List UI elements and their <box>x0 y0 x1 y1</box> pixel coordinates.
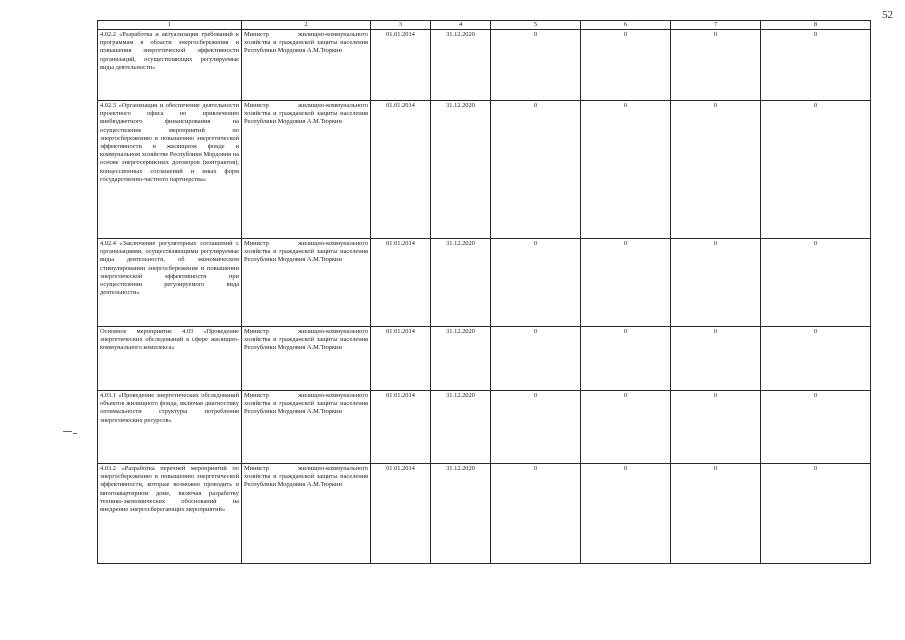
value-cell: 0 <box>491 30 581 101</box>
value-cell: 0 <box>581 464 671 564</box>
value-cell: 0 <box>581 327 671 391</box>
header-cell: 4 <box>431 21 491 30</box>
event-name-cell: 4.02.3 «Организация и обеспечение деятельности проектного офиса по привлечению внебюджетного финансирования на осуществление мероприятий по энергосбережению и повышению энергетической эффективности в жилищном фонде и коммунальном хозяйстве Республики Мордовия на основе энергосервисных договоров (контрактов), концессионных соглашений и иных форм государственно-частного партнерства» <box>98 101 242 239</box>
value-cell: 0 <box>761 391 871 464</box>
header-cell: 2 <box>242 21 371 30</box>
end-date-cell: 31.12.2020 <box>431 101 491 239</box>
value-cell: 0 <box>491 391 581 464</box>
end-date-cell: 31.12.2020 <box>431 391 491 464</box>
header-cell: 3 <box>371 21 431 30</box>
responsible-cell: Министр жилищно-коммунального хозяйства и гражданской защиты населения Республики Мордовия А.М.Тюркин <box>242 239 371 327</box>
header-cell: 6 <box>581 21 671 30</box>
scan-mark <box>73 433 77 434</box>
scan-mark <box>63 431 72 432</box>
event-name-cell: 4.02.2 «Разработка и актуализация требований к программам в области энергосбережения и повышения энергетической эффективности организаций, осуществляющих регулируемые виды деятельности» <box>98 30 242 101</box>
start-date-cell: 01.01.2014 <box>371 30 431 101</box>
event-name-cell: Основное мероприятие 4.03 «Проведение энергетических обследований в сфере жилищно-коммунального комплекса» <box>98 327 242 391</box>
header-cell: 5 <box>491 21 581 30</box>
value-cell: 0 <box>761 464 871 564</box>
end-date-cell: 31.12.2020 <box>431 30 491 101</box>
table-row <box>98 327 871 391</box>
value-cell: 0 <box>761 327 871 391</box>
value-cell: 0 <box>491 464 581 564</box>
value-cell: 0 <box>761 239 871 327</box>
table-row <box>98 391 871 464</box>
value-cell: 0 <box>581 239 671 327</box>
responsible-cell: Министр жилищно-коммунального хозяйства и гражданской защиты населения Республики Мордовия А.М.Тюркин <box>242 464 371 564</box>
value-cell: 0 <box>671 464 761 564</box>
responsible-cell: Министр жилищно-коммунального хозяйства и гражданской защиты населения Республики Мордовия А.М.Тюркин <box>242 391 371 464</box>
responsible-cell: Министр жилищно-коммунального хозяйства и гражданской защиты населения Республики Мордовия А.М.Тюркин <box>242 30 371 101</box>
page-number: 52 <box>882 9 893 21</box>
end-date-cell: 31.12.2020 <box>431 239 491 327</box>
header-cell: 7 <box>671 21 761 30</box>
table-row <box>98 239 871 327</box>
value-cell: 0 <box>671 327 761 391</box>
value-cell: 0 <box>491 327 581 391</box>
responsible-cell: Министр жилищно-коммунального хозяйства и гражданской защиты населения Республики Мордовия А.М.Тюркин <box>242 101 371 239</box>
header-cell: 8 <box>761 21 871 30</box>
table-row <box>98 464 871 564</box>
end-date-cell: 31.12.2020 <box>431 327 491 391</box>
start-date-cell: 01.01.2014 <box>371 391 431 464</box>
header-row <box>98 21 871 30</box>
table-row <box>98 30 871 101</box>
value-cell: 0 <box>581 391 671 464</box>
start-date-cell: 01.01.2014 <box>371 101 431 239</box>
end-date-cell: 31.12.2020 <box>431 464 491 564</box>
header-cell: 1 <box>98 21 242 30</box>
value-cell: 0 <box>581 101 671 239</box>
value-cell: 0 <box>491 239 581 327</box>
event-name-cell: 4.03.1 «Проведение энергетических обследований объектов жилищного фонда, включая диагностику оптимальности структуры потребления энергетических ресурсов» <box>98 391 242 464</box>
value-cell: 0 <box>671 101 761 239</box>
value-cell: 0 <box>761 101 871 239</box>
value-cell: 0 <box>671 239 761 327</box>
plan-table <box>97 20 871 564</box>
value-cell: 0 <box>671 391 761 464</box>
value-cell: 0 <box>761 30 871 101</box>
start-date-cell: 01.01.2014 <box>371 464 431 564</box>
start-date-cell: 01.01.2014 <box>371 239 431 327</box>
event-name-cell: 4.02.4 «Заключение регуляторных соглашений с организациями, осуществляющими регулируемые виды деятельности, об экономическом стимулировании энергосбережения и повышении энергетической эффективности при осуществлении регулируемого вида деятельности» <box>98 239 242 327</box>
table-row <box>98 101 871 239</box>
value-cell: 0 <box>491 101 581 239</box>
start-date-cell: 01.01.2014 <box>371 327 431 391</box>
responsible-cell: Министр жилищно-коммунального хозяйства и гражданской защиты населения Республики Мордовия А.М.Тюркин <box>242 327 371 391</box>
value-cell: 0 <box>581 30 671 101</box>
event-name-cell: 4.03.2 «Разработка перечней мероприятий по энергосбережению и повышению энергетической эффективности, которые возможно проводить в многоквартирном доме, включая разработку технико-экономических обоснований на внедрение энергосберегающих мероприятий» <box>98 464 242 564</box>
value-cell: 0 <box>671 30 761 101</box>
